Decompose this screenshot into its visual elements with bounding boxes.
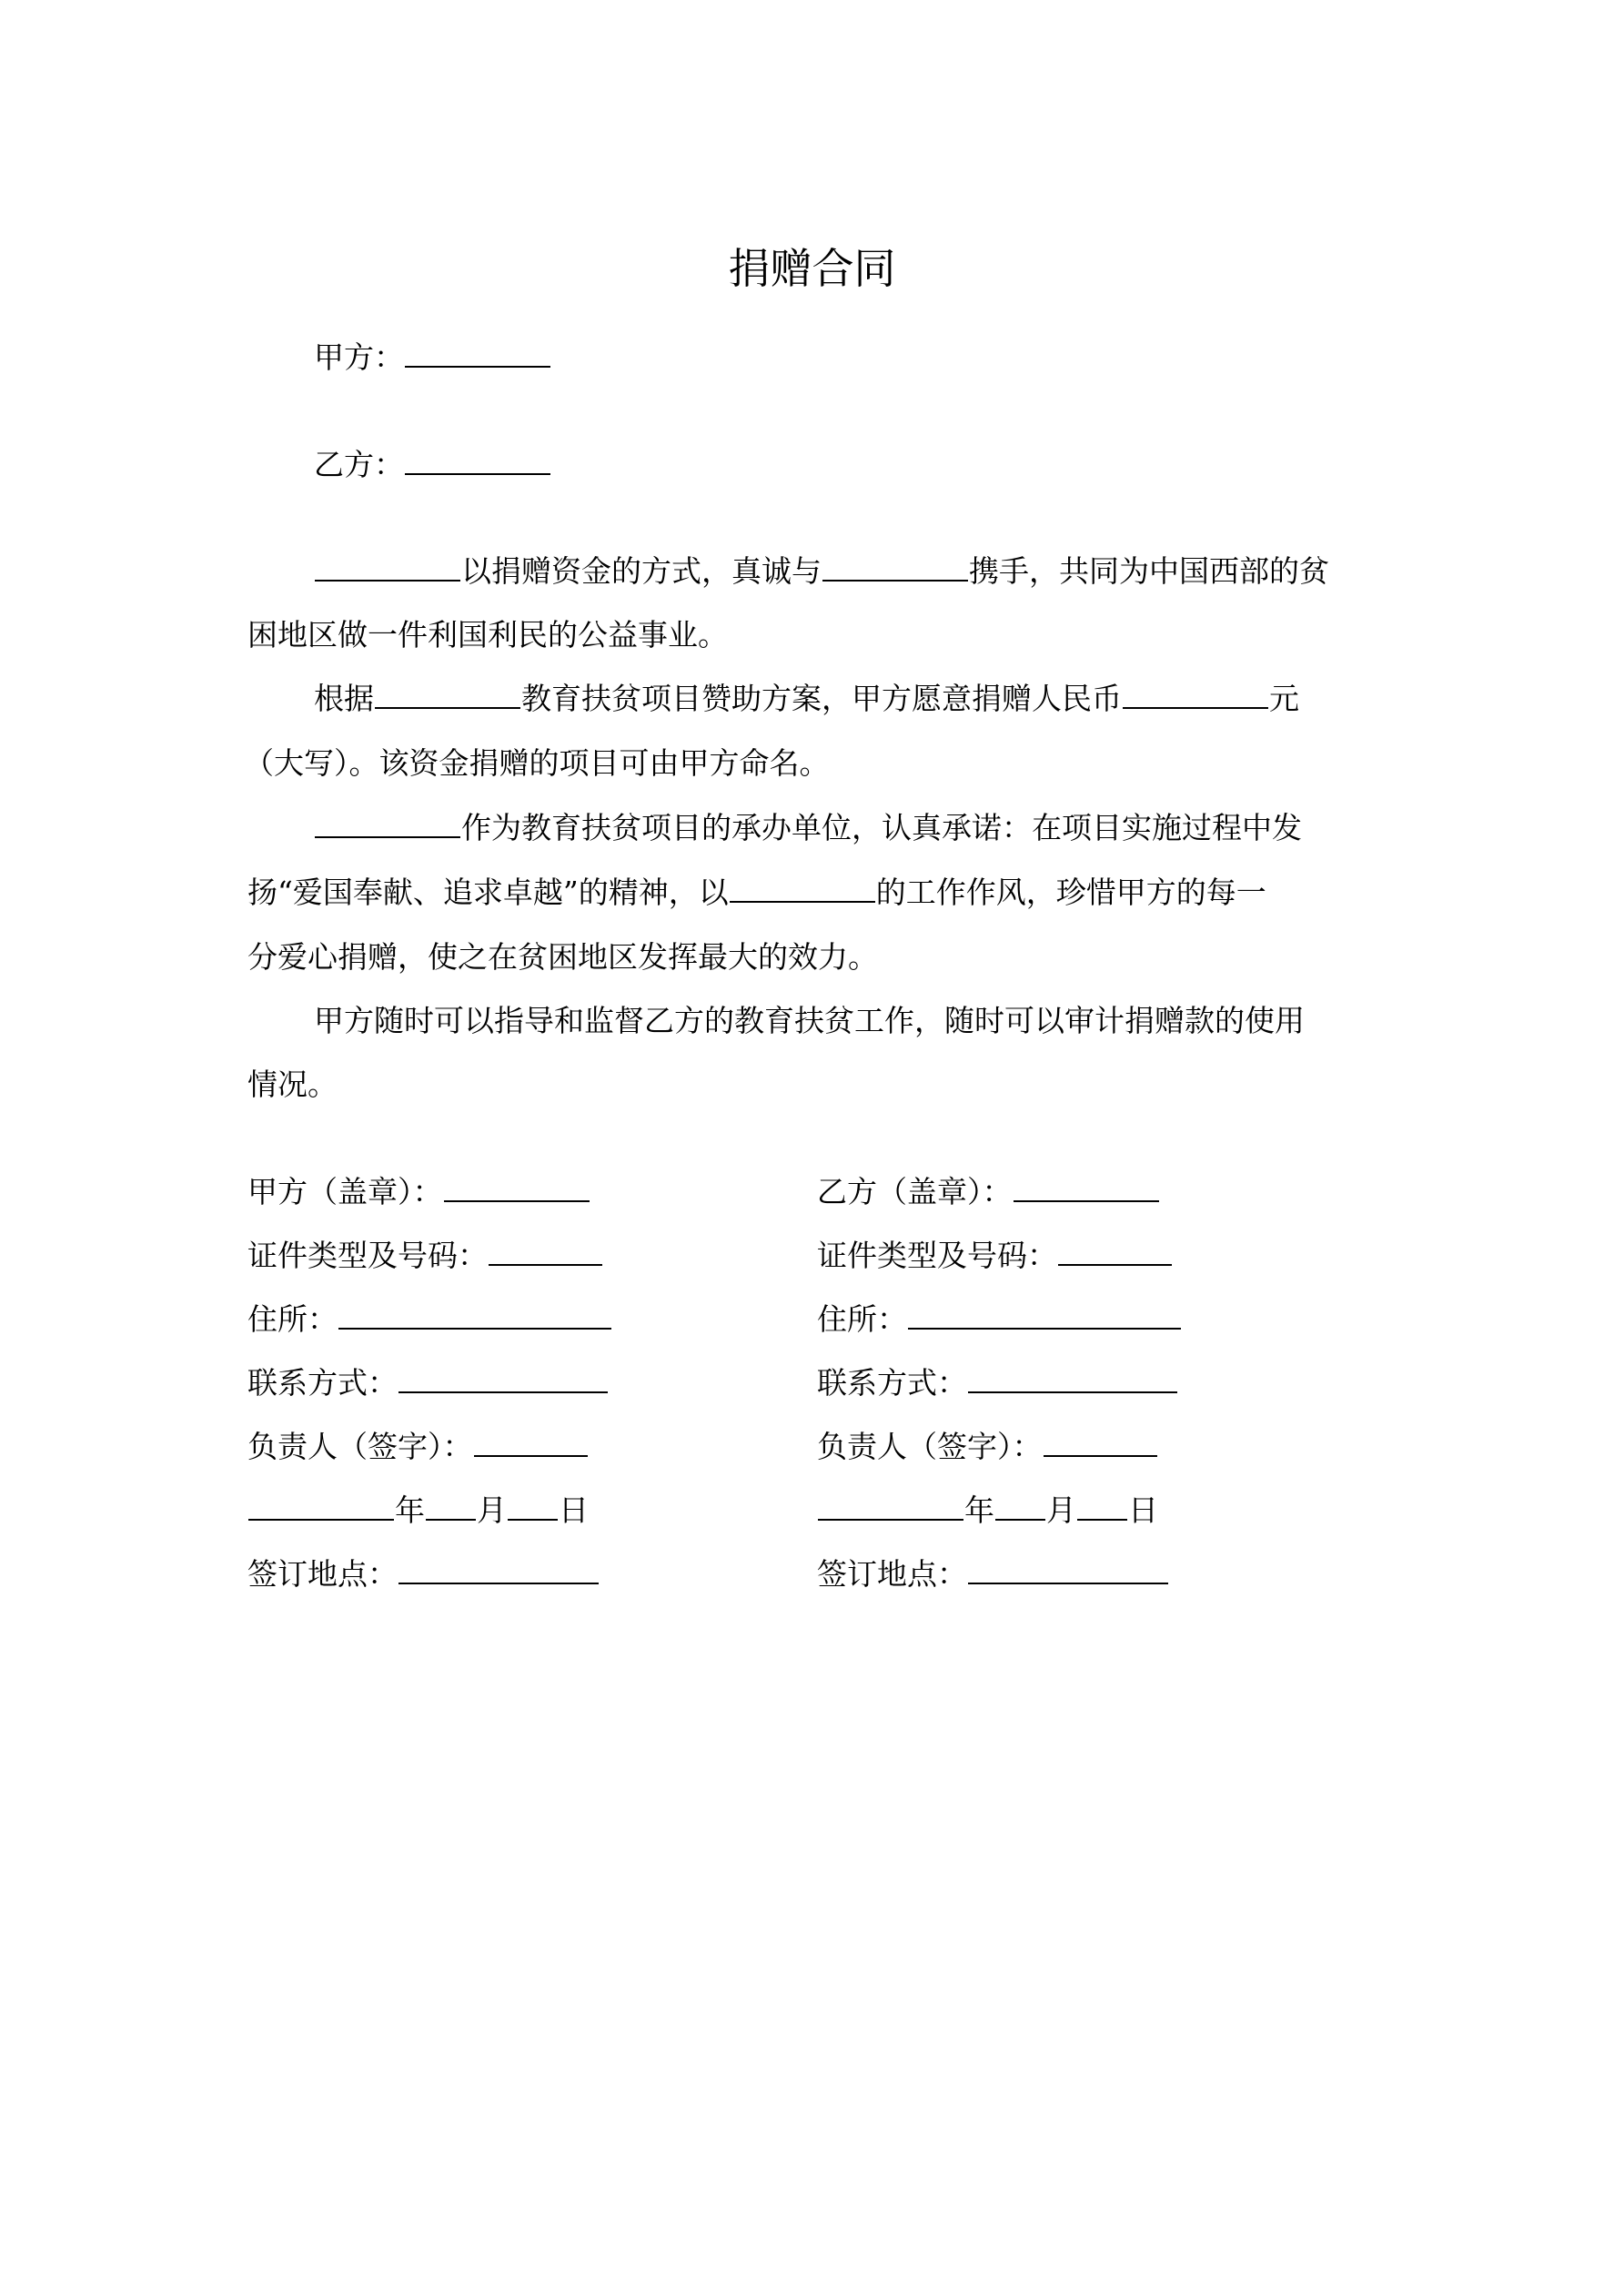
sign-b-address-label: 住所： xyxy=(817,1301,907,1337)
party-a-blank[interactable] xyxy=(405,339,550,368)
paragraph-2-line-1 xyxy=(314,678,1299,720)
recipient-blank[interactable] xyxy=(822,552,968,582)
document-title: 捐赠合同 xyxy=(728,244,896,293)
sign-b-month-label: 月 xyxy=(1046,1492,1076,1528)
party-b-line xyxy=(314,444,551,486)
sign-b-address-blank[interactable] xyxy=(908,1300,1181,1330)
paragraph-4-line-2: 情况。 xyxy=(247,1067,338,1102)
sign-a-day-label: 日 xyxy=(559,1492,589,1528)
sign-b-year-blank[interactable] xyxy=(818,1492,963,1521)
party-a-line xyxy=(314,337,551,379)
sign-a-id-label: 证件类型及号码： xyxy=(247,1238,488,1273)
sign-b-day-blank[interactable] xyxy=(1077,1492,1127,1521)
party-b-label: 乙方： xyxy=(314,447,404,482)
sign-b-id xyxy=(817,1235,1173,1277)
project-blank[interactable] xyxy=(375,680,520,709)
sign-a-place-blank[interactable] xyxy=(398,1555,599,1584)
sign-a-signer xyxy=(247,1426,589,1468)
sign-b-contact-label: 联系方式： xyxy=(817,1365,967,1401)
sign-b-seal-label: 乙方（盖章）： xyxy=(817,1174,1013,1209)
sign-a-year-blank[interactable] xyxy=(248,1492,394,1521)
sign-a-signer-blank[interactable] xyxy=(474,1428,588,1457)
paragraph-3-text-a: 作为教育扶贫项目的承办单位，认真承诺：在项目实施过程中发 xyxy=(461,810,1302,845)
sign-b-contact-blank[interactable] xyxy=(968,1364,1177,1393)
sign-b-seal-blank[interactable] xyxy=(1014,1173,1159,1202)
sign-a-contact-blank[interactable] xyxy=(398,1364,608,1393)
sign-b-date xyxy=(817,1490,1158,1532)
paragraph-2-text-b: 教育扶贫项目赞助方案，甲方愿意捐赠人民币 xyxy=(521,681,1122,716)
sign-b-year-label: 年 xyxy=(964,1492,994,1528)
sign-a-id xyxy=(247,1235,603,1277)
sign-a-place-label: 签订地点： xyxy=(247,1556,398,1592)
sign-b-place-blank[interactable] xyxy=(968,1555,1168,1584)
sign-b-signer xyxy=(817,1426,1158,1468)
sign-a-place xyxy=(247,1553,600,1595)
sign-b-address xyxy=(817,1299,1182,1340)
paragraph-1-text-b: 携手，共同为中国西部的贫 xyxy=(969,553,1329,589)
paragraph-3-line-3: 分爱心捐赠，使之在贫困地区发挥最大的效力。 xyxy=(247,939,878,975)
sign-b-month-blank[interactable] xyxy=(995,1492,1045,1521)
donor-blank[interactable] xyxy=(315,552,460,582)
sign-a-address-blank[interactable] xyxy=(338,1300,611,1330)
sign-b-signer-label: 负责人（签字）： xyxy=(817,1429,1043,1464)
paragraph-4-line-1: 甲方随时可以指导和监督乙方的教育扶贫工作，随时可以审计捐赠款的使用 xyxy=(314,1003,1305,1038)
sign-a-contact-label: 联系方式： xyxy=(247,1365,398,1401)
sign-b-day-label: 日 xyxy=(1128,1492,1158,1528)
party-b-blank[interactable] xyxy=(405,446,550,475)
sign-a-month-label: 月 xyxy=(477,1492,507,1528)
sign-a-contact xyxy=(247,1362,609,1404)
sign-a-day-blank[interactable] xyxy=(508,1492,558,1521)
sign-b-contact xyxy=(817,1362,1178,1404)
sign-a-seal xyxy=(247,1171,590,1213)
undertaker-blank[interactable] xyxy=(315,809,460,838)
sign-a-month-blank[interactable] xyxy=(426,1492,476,1521)
sign-b-place xyxy=(817,1553,1169,1595)
paragraph-2-text-c: 元 xyxy=(1269,681,1299,716)
sign-a-address-label: 住所： xyxy=(247,1301,338,1337)
paragraph-2-text-a: 根据 xyxy=(314,681,374,716)
sign-a-signer-label: 负责人（签字）： xyxy=(247,1429,473,1464)
paragraph-3-line-2 xyxy=(247,872,1266,914)
sign-a-seal-blank[interactable] xyxy=(444,1173,590,1202)
paragraph-1-line-2: 困地区做一件利国利民的公益事业。 xyxy=(247,617,728,652)
party-a-label: 甲方： xyxy=(314,339,404,375)
sign-b-id-label: 证件类型及号码： xyxy=(817,1238,1057,1273)
sign-a-date xyxy=(247,1490,589,1532)
paragraph-2-line-2: （大写）。该资金捐赠的项目可由甲方命名。 xyxy=(244,745,830,781)
paragraph-1-text-a: 以捐赠资金的方式，真诚与 xyxy=(461,553,822,589)
sign-a-seal-label: 甲方（盖章）： xyxy=(247,1174,443,1209)
sign-b-signer-blank[interactable] xyxy=(1044,1428,1157,1457)
sign-b-id-blank[interactable] xyxy=(1058,1237,1172,1266)
sign-a-address xyxy=(247,1299,612,1340)
paragraph-1-line-1 xyxy=(314,551,1329,592)
sign-a-id-blank[interactable] xyxy=(489,1237,602,1266)
paragraph-3-text-c: 的工作作风，珍惜甲方的每一 xyxy=(875,875,1266,910)
sign-b-place-label: 签订地点： xyxy=(817,1556,967,1592)
work-style-blank[interactable] xyxy=(730,874,875,903)
paragraph-3-text-b: 扬“爱国奉献、追求卓越”的精神，以 xyxy=(247,875,729,910)
sign-b-seal xyxy=(817,1171,1160,1213)
paragraph-3-line-1 xyxy=(314,807,1302,849)
amount-blank[interactable] xyxy=(1123,680,1268,709)
sign-a-year-label: 年 xyxy=(395,1492,425,1528)
